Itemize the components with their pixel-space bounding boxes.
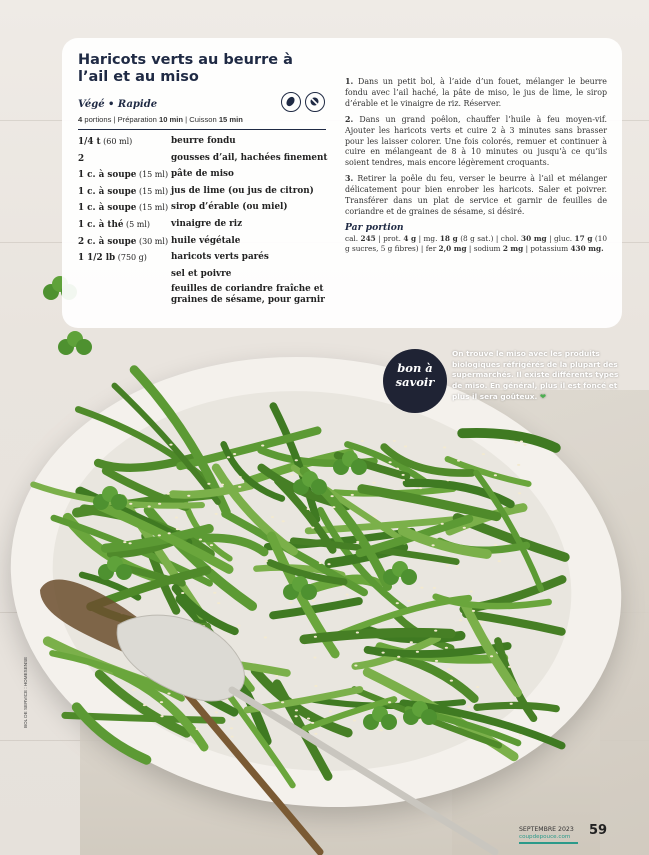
sesame-seed	[498, 560, 501, 562]
step-number: 3.	[345, 174, 358, 184]
ingredient-row	[78, 169, 338, 181]
nutrition-extra: (10 g sucres, 5 g fibres)	[345, 233, 608, 254]
step-number: 1.	[345, 77, 359, 86]
sesame-seed	[361, 440, 364, 442]
ingredient-list	[78, 136, 338, 311]
sesame-seed	[160, 701, 163, 703]
ingredient-name: haricots verts parés	[171, 252, 269, 263]
step-list	[345, 77, 607, 218]
ingredient-row	[78, 153, 338, 165]
tip-label-line1: bon à	[397, 361, 433, 375]
sesame-seed	[307, 718, 310, 720]
sesame-seed	[388, 701, 391, 703]
ingredient-qty-value: 1 c. à soupe	[78, 203, 137, 214]
sesame-seed	[470, 591, 473, 593]
sesame-seed	[169, 444, 172, 446]
sesame-seed	[213, 592, 216, 594]
sesame-seed	[463, 527, 466, 529]
sesame-seed	[432, 544, 435, 546]
sesame-seed	[239, 476, 242, 478]
sesame-seed	[282, 520, 285, 522]
sesame-seed	[227, 456, 230, 458]
sesame-seed	[433, 587, 436, 589]
diet-badges	[281, 92, 327, 114]
sesame-seed	[331, 495, 334, 497]
sesame-seed	[181, 592, 184, 594]
ingredient-qty	[78, 136, 171, 148]
sesame-seed	[307, 508, 310, 510]
sesame-seed	[476, 686, 479, 688]
ingredient-unit: (15 ml)	[136, 203, 169, 213]
nutrition-item	[501, 234, 547, 243]
ingredient-qty-value: 2	[78, 153, 85, 164]
nutrition-label: mg.	[423, 233, 440, 243]
ingredient-name: jus de lime (ou jus de citron)	[171, 185, 314, 196]
sesame-seed	[393, 440, 396, 442]
step-text: Dans un grand poêlon, chauffer l’huile à feu moyen-vif. Ajouter les haricots verts et cuire 2 à 3 minutes sans brasser pour les laisser colorer. Une fois colorés, remuer et continuer à cuire en mélangeant de 8 à 10 minutes ou jusqu’à ce qu’ils soient tendres, mais encore légèrement croquants.	[345, 114, 607, 168]
sesame-seed	[397, 656, 400, 658]
sesame-seed	[160, 715, 163, 717]
ingredient-unit: (60 ml)	[100, 137, 133, 146]
ingredient-name: vinaigre de riz	[171, 218, 243, 229]
step-text: Dans un petit bol, à l’aide d’un fouet, mélanger le beurre fondu avec l’ail haché, la pâte de miso, le jus de lime, le sirop d’érable et le vinaigre de riz. Réserver.	[345, 77, 607, 108]
ingredient-unit: (30 ml)	[136, 236, 169, 246]
sesame-seed	[311, 722, 314, 724]
portions-label: portions	[84, 115, 112, 124]
ingredient-qty	[78, 269, 171, 280]
step	[345, 174, 607, 218]
sesame-seed	[289, 602, 292, 604]
nutrition-label: gluc.	[553, 233, 575, 243]
sesame-seed	[313, 657, 316, 659]
sesame-seed	[158, 503, 161, 505]
sesame-seed	[215, 513, 218, 515]
sesame-seed	[443, 446, 446, 448]
sesame-seed	[404, 445, 407, 447]
cilantro-leaf	[311, 479, 327, 495]
sesame-seed	[446, 479, 449, 481]
photo-credit: BOL DE SERVICE : HOMESENSE	[23, 656, 28, 728]
sesame-seed	[459, 619, 462, 621]
sesame-seed	[342, 585, 345, 587]
step-number: 2.	[345, 114, 360, 124]
green-bean	[477, 705, 556, 708]
sesame-seed	[441, 523, 444, 525]
sesame-seed	[187, 495, 190, 497]
sesame-seed	[129, 503, 132, 505]
recipe-card	[62, 38, 622, 328]
sesame-seed	[295, 709, 298, 711]
sesame-seed	[449, 669, 452, 671]
nutrition-extra: (8 g sat.)	[457, 233, 494, 243]
sesame-seed	[494, 544, 497, 546]
sesame-seed	[514, 441, 517, 443]
sesame-seed	[148, 506, 151, 508]
sesame-seed	[396, 602, 399, 604]
ingredient-name: beurre fondu	[171, 136, 236, 146]
sesame-seed	[314, 685, 317, 687]
nutrition-facts: cal. 245 | prot. 4 g | mg. 18 g (8 g sat.) | chol. 30 mg | gluc. 17 g (10 g sucres, 5 g fibres) | fer 2,0 mg | sodium 2 mg | potassium 430 mg.	[345, 233, 608, 254]
ingredient-row	[78, 202, 338, 214]
sesame-seed	[332, 506, 335, 508]
sesame-seed	[351, 494, 354, 496]
nutrition-value: 2,0 mg	[438, 244, 467, 254]
recipe-tags: Végé • Rapide	[78, 99, 158, 110]
nutrition-label: cal.	[345, 233, 361, 243]
issue-date: SEPTEMBRE 2023	[519, 826, 574, 833]
nutrition-item	[383, 234, 416, 243]
sesame-seed	[446, 565, 449, 567]
ingredient-qty	[78, 169, 171, 181]
ingredient-unit: (15 ml)	[136, 170, 169, 180]
sesame-seed	[143, 704, 146, 706]
nutrition-label: chol.	[500, 233, 522, 243]
heart-icon: ❤	[539, 391, 547, 401]
sesame-seed	[196, 728, 199, 730]
nutrition-item	[530, 244, 603, 253]
sesame-seed	[402, 479, 405, 481]
sesame-seed	[264, 636, 267, 638]
sesame-seed	[520, 441, 523, 443]
nutrition-value: 17 g	[574, 233, 593, 243]
sesame-seed	[275, 675, 278, 677]
ingredient-qty-value: 1 1/2 lb	[78, 253, 116, 264]
ingredient-row	[78, 236, 338, 248]
ingredient-unit: (750 g)	[115, 253, 147, 263]
sesame-seed	[490, 655, 493, 657]
step	[345, 115, 607, 170]
nutrition-item	[345, 234, 376, 243]
sesame-seed	[457, 460, 460, 462]
nutrition-item	[424, 234, 494, 243]
cilantro-leaf	[301, 584, 317, 600]
portion-heading: Par portion	[345, 221, 404, 233]
ingredient-name: huile végétale	[171, 235, 241, 246]
ingredient-row	[78, 269, 338, 280]
ingredient-qty-value: 1/4 t	[78, 137, 101, 147]
sesame-seed	[346, 594, 349, 596]
sesame-seed	[261, 445, 264, 447]
sesame-seed	[517, 464, 520, 466]
recipe-title: Haricots verts au beurre à l’ail et au miso	[78, 52, 293, 85]
nutrition-label: sodium	[473, 244, 503, 254]
sesame-seed	[519, 734, 522, 736]
nut-free-icon	[305, 92, 325, 112]
sesame-seed	[382, 652, 385, 654]
nutrition-item	[474, 244, 524, 253]
sesame-seed	[167, 493, 170, 495]
sesame-seed	[158, 534, 161, 536]
step-text: Retirer la poêle du feu, verser le beurre à l’ail et mélanger délicatement pour bien enrober les haricots. Saler et poivrer. Transférer dans un plat de service et garnir de feuilles de coriandre et de graines de sésame, si désiré.	[345, 174, 607, 216]
sesame-seed	[210, 544, 213, 546]
sesame-seed	[518, 492, 521, 494]
tip-badge-label	[383, 361, 447, 389]
sesame-seed	[233, 453, 236, 455]
sesame-seed	[175, 517, 178, 519]
ingredient-qty	[78, 252, 171, 264]
cilantro-leaf	[116, 564, 132, 580]
ingredient-unit: (15 ml)	[136, 186, 169, 196]
ingredient-name: sel et poivre	[171, 268, 232, 279]
ingredient-unit: (5 ml)	[123, 219, 151, 229]
ingredient-qty	[78, 186, 171, 198]
ingredient-qty-value: 1 c. à thé	[78, 219, 124, 230]
sesame-seed	[435, 660, 438, 662]
sesame-seed	[237, 625, 240, 627]
sesame-seed	[456, 566, 459, 568]
sesame-seed	[389, 461, 392, 463]
sesame-seed	[319, 562, 322, 564]
nutrition-value: 4 g	[403, 233, 417, 243]
sesame-seed	[211, 567, 214, 569]
recipe-meta: 4 portions | Préparation 10 min | Cuisson 15 min	[78, 115, 243, 124]
sesame-seed	[312, 600, 315, 602]
sesame-seed	[353, 720, 356, 722]
sesame-seed	[238, 486, 241, 488]
ingredient-qty	[78, 236, 171, 248]
page-number: 59	[589, 823, 608, 838]
sesame-seed	[329, 710, 332, 712]
sesame-seed	[480, 621, 483, 623]
step	[345, 77, 607, 110]
sesame-seed	[374, 515, 377, 517]
nutrition-value: 18 g	[439, 233, 458, 243]
sesame-seed	[410, 641, 413, 643]
tip-body: On trouve le miso avec les produits biologiques réfrigérés de la plupart des supermarchés. Il existe différents types de miso. En général, plus il est foncé et plus il sera goûteux.	[452, 349, 619, 401]
sesame-seed	[420, 587, 423, 589]
sesame-seed	[372, 482, 375, 484]
nutrition-value: 30 mg	[521, 233, 547, 243]
sesame-seed	[524, 444, 527, 446]
ingredient-qty	[78, 202, 171, 214]
sesame-seed	[176, 528, 179, 530]
sesame-seed	[230, 727, 233, 729]
sesame-seed	[407, 600, 410, 602]
ingredient-row	[78, 136, 338, 148]
sesame-seed	[295, 715, 298, 717]
tip-label-line2: savoir	[395, 375, 435, 389]
sesame-seed	[217, 602, 220, 604]
vegetarian-icon	[281, 92, 301, 112]
cilantro-leaf	[381, 714, 397, 730]
sesame-seed	[132, 689, 135, 691]
sesame-seed	[311, 527, 314, 529]
cilantro-leaf	[76, 339, 92, 355]
ingredient-row	[78, 219, 338, 231]
sesame-seed	[167, 693, 170, 695]
sesame-seed	[221, 484, 224, 486]
sesame-seed	[434, 630, 437, 632]
site-link[interactable]: coupdepouce.com	[519, 834, 571, 840]
sesame-seed	[402, 474, 405, 476]
sesame-seed	[482, 453, 485, 455]
sesame-seed	[396, 468, 399, 470]
ingredient-qty-value: 2 c. à soupe	[78, 236, 137, 247]
green-bean	[273, 601, 359, 615]
ingredient-row	[78, 284, 338, 306]
sesame-seed	[327, 563, 330, 565]
method	[345, 77, 607, 255]
sesame-seed	[281, 701, 284, 703]
cilantro-leaf	[111, 494, 127, 510]
sesame-seed	[494, 474, 497, 476]
sesame-seed	[380, 729, 383, 731]
ingredient-qty-value: 1 c. à soupe	[78, 186, 137, 197]
sesame-seed	[416, 651, 419, 653]
ingredient-qty-value: 1 c. à soupe	[78, 170, 137, 181]
portions-count: 4	[78, 115, 83, 124]
nutrition-item	[426, 244, 467, 253]
ingredient-qty	[78, 284, 171, 306]
ingredient-qty	[78, 153, 171, 165]
cilantro-leaf	[401, 569, 417, 585]
divider	[78, 129, 326, 130]
ingredient-row	[78, 252, 338, 264]
green-bean	[462, 433, 555, 448]
nutrition-value: 430 mg.	[570, 244, 604, 254]
nutrition-value: 2 mg	[502, 244, 524, 254]
ingredient-name: sirop d’érable (ou miel)	[171, 202, 288, 213]
cilantro-leaf	[351, 459, 367, 475]
tip-text	[452, 349, 627, 403]
sesame-seed	[356, 541, 359, 543]
green-bean	[403, 531, 487, 554]
sesame-seed	[129, 542, 132, 544]
ingredient-row	[78, 186, 338, 198]
sesame-seed	[354, 665, 357, 667]
sesame-seed	[199, 539, 202, 541]
sesame-seed	[231, 736, 234, 738]
cook-label: Cuisson	[189, 115, 217, 124]
sesame-seed	[295, 459, 298, 461]
nutrition-label: prot.	[383, 233, 404, 243]
cilantro-leaf	[421, 709, 437, 725]
sesame-seed	[314, 733, 317, 735]
sesame-seed	[445, 647, 448, 649]
ingredient-name: feuilles de coriandre fraîche et graines de sésame, pour garnir	[171, 284, 325, 306]
sesame-seed	[508, 666, 511, 668]
sesame-seed	[231, 718, 234, 720]
sesame-seed	[419, 487, 422, 489]
ingredient-qty	[78, 219, 171, 231]
prep-time: 10 min	[158, 115, 184, 124]
footer-underline	[519, 842, 578, 844]
nutrition-label: fer	[425, 244, 439, 254]
sesame-seed	[290, 474, 293, 476]
sesame-seed	[467, 706, 470, 708]
sesame-seed	[314, 636, 317, 638]
sesame-seed	[450, 680, 453, 682]
ingredient-name: gousses d’ail, hachées finement	[171, 152, 328, 163]
sesame-seed	[271, 516, 274, 518]
sesame-seed	[356, 632, 359, 634]
sesame-seed	[168, 532, 171, 534]
sesame-seed	[207, 483, 210, 485]
sesame-seed	[510, 703, 513, 705]
prep-label: Préparation	[117, 115, 157, 124]
nutrition-value: 245	[360, 233, 376, 243]
sesame-seed	[123, 541, 126, 543]
nutrition-label: potassium	[530, 244, 571, 254]
cook-time: 15 min	[218, 115, 243, 124]
sesame-seed	[265, 560, 268, 562]
sesame-seed	[472, 610, 475, 612]
sesame-seed	[215, 711, 218, 713]
ingredient-name: pâte de miso	[171, 169, 234, 180]
